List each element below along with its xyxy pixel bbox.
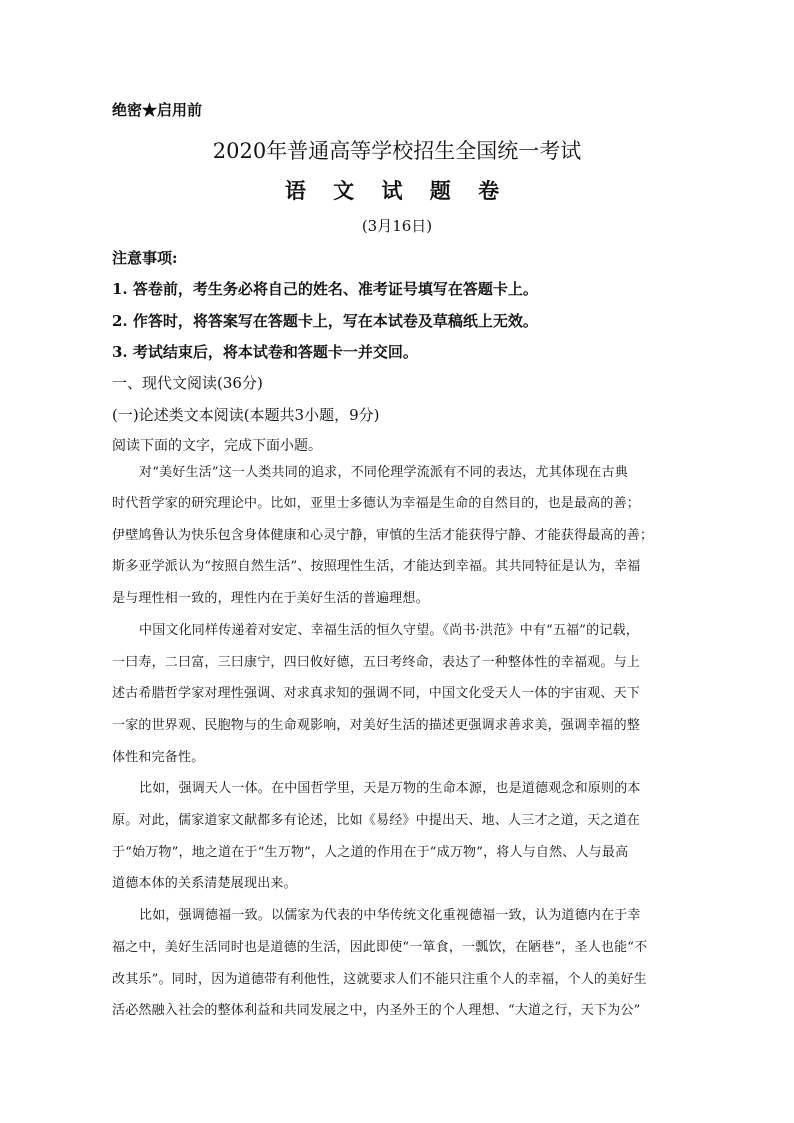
passage-line: 一曰寿，二曰富，三曰康宁，四曰攸好德，五曰考终命，表达了一种整体性的幸福观。与上 — [112, 655, 641, 670]
passage-line: 改其乐”。同时，因为道德带有利他性，这就要求人们不能只注重个人的幸福，个人的美好生 — [112, 972, 647, 987]
subsection-heading: (一)论述类文本阅读(本题共3小题，9分) — [112, 406, 380, 424]
passage-line: 比如，强调德福一致。以儒家为代表的中华传统文化重视德福一致，认为道德内在于幸 — [139, 908, 641, 923]
notice-item: 1. 答卷前，考生务必将自己的姓名、准考证号填写在答题卡上。 — [112, 280, 538, 298]
passage-line: 原。对此，儒家道家文献都多有论述，比如《易经》中提出天、地、人三才之道，天之道在 — [112, 813, 641, 828]
secret-label: 绝密★启用前 — [112, 101, 203, 119]
passage-line: 伊壁鸠鲁认为快乐包含身体健康和心灵宁静，审慎的生活才能获得宁静、才能获得最高的善； — [112, 528, 654, 543]
passage-line: 中国文化同样传递着对安定、幸福生活的恒久守望。《尚书·洪范》中有“五福”的记载， — [139, 623, 639, 638]
passage-line: 是与理性相一致的，理性内在于美好生活的普遍理想。 — [112, 591, 429, 606]
passage-line: 于“始万物”，地之道在于“生万物”，人之道的作用在于“成万物”，将人与自然、人与最高 — [112, 845, 629, 860]
passage-line: 时代哲学家的研究理论中。比如，亚里士多德认为幸福是生命的自然目的，也是最高的善； — [112, 496, 641, 511]
notice-item: 3. 考试结束后，将本试卷和答题卡一并交回。 — [112, 343, 418, 361]
passage-line: 比如，强调天人一体。在中国哲学里，天是万物的生命本源，也是道德观念和原则的本 — [139, 781, 641, 796]
notice-item: 2. 作答时，将答案写在答题卡上，写在本试卷及草稿纸上无效。 — [112, 312, 538, 330]
passage-line: 福之中，美好生活同时也是道德的生活，因此即使“一箪食，一瓢饮，在陋巷”，圣人也能“不 — [112, 940, 648, 955]
passage-line: 一家的世界观、民胞物与的生命观影响，对美好生活的描述更强调求善求美，强调幸福的整 — [112, 718, 641, 733]
section-heading: 一、现代文阅读(36分) — [112, 374, 263, 392]
exam-date: (3月16日) — [361, 217, 433, 235]
reading-instruction: 阅读下面的文字，完成下面小题。 — [112, 438, 322, 454]
passage-line: 道德本体的关系清楚展现出来。 — [112, 876, 297, 891]
passage-line: 斯多亚学派认为“按照自然生活”、按照理性生活，才能达到幸福。其共同特征是认为，幸福 — [112, 559, 641, 574]
exam-title: 2020年普通高等学校招生全国统一考试 — [212, 139, 582, 163]
notice-heading: 注意事项: — [112, 249, 178, 267]
passage-line: 对“美好生活”这一人类共同的追求，不同伦理学流派有不同的表达，尤其体现在古典 — [139, 465, 628, 480]
passage-line: 体性和完备性。 — [112, 750, 205, 765]
paper-title: 语 文 试 题 卷 — [284, 178, 510, 203]
passage-line: 活必然融入社会的整体利益和共同发展之中，内圣外王的个人理想、“大道之行，天下为公” — [112, 1003, 641, 1018]
passage-line: 述古希腊哲学家对理性强调、对求真求知的强调不同，中国文化受天人一体的宇宙观、天下 — [112, 686, 641, 701]
